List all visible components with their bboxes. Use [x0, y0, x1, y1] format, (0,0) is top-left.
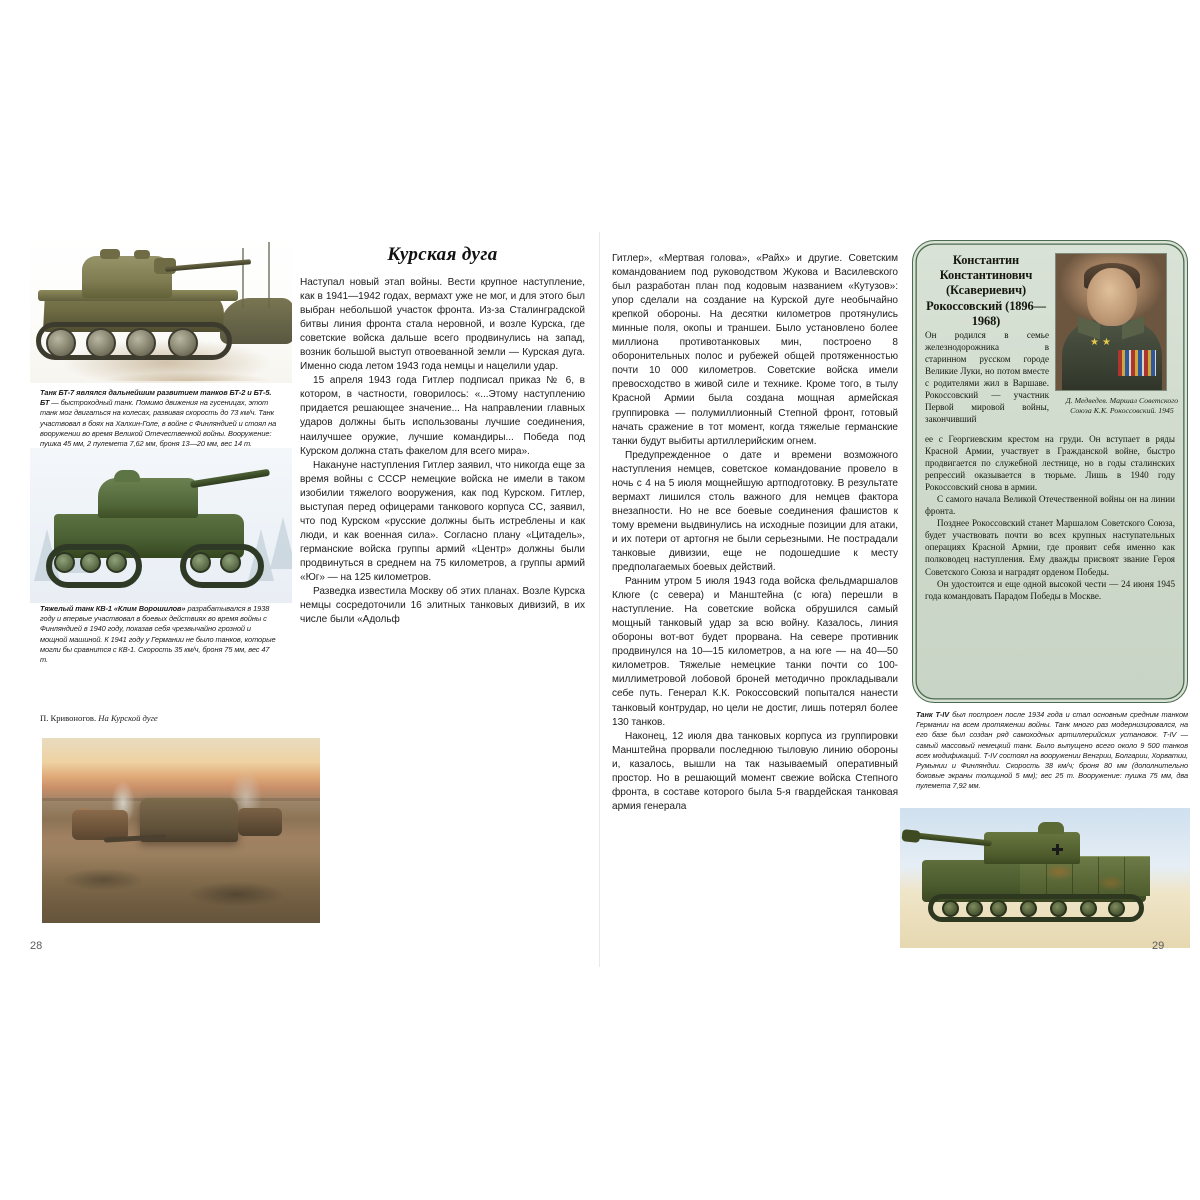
painting-tank-left: [72, 810, 128, 840]
painting-author: П. Кривоногов.: [40, 713, 99, 723]
portrait-face: [1087, 268, 1137, 326]
paragraph: Он удостоится и еще одной высокой чести — 24 июня 1945 года командовать Парадом Победы в Москве.: [925, 578, 1175, 601]
paragraph: Наконец, 12 июля два танковых корпуса из группировки Манштейна прорвали последнюю тыловую линию обороны и, казалось, вышли на так называемый оперативный простор. Но в решающий момент свежие войска Степного фронта, в составе которого была 5-я гвардейская танковая армия генерала: [612, 730, 898, 812]
sidebar-title: Константин Константинович (Ксавериевич) Рокоссовский (1896—1968): [926, 253, 1046, 328]
tank-road-wheel-shape: [190, 552, 211, 573]
kv-1-caption-bold: Тяжелый танк КВ-1 «Клим Ворошилов»: [40, 604, 186, 613]
tank-cupola-shape: [1038, 822, 1064, 834]
panzer-iv-caption: [916, 710, 1188, 792]
sidebar-body-text: [925, 433, 1175, 602]
panzer-iv-caption-rest: был построен после 1934 года и стал основным средним танком Германии на всем протяжении войны. Танк много раз модернизировался, на его базе был создан ряд самоходных артиллерийских установок. Т-IV — самый массовый немецкий танк. Было выпущено всего около 9 500 танков всех модификаций. Т-IV состоял на вооружении Венгрии, Болгарии, Хорватии, Румынии и Финляндии. Скорость 38 км/ч; броня 80 мм (дополнительно боковые экраны толщиной 5 мм); вес 25 т. Вооружение: пушка 75 мм, два пулемета 7,92 мм.: [916, 710, 1188, 791]
tank-road-wheel-shape: [106, 552, 127, 573]
tank-cupola-shape: [114, 470, 140, 482]
paragraph: С самого начала Великой Отечественной войны он на линии фронта.: [925, 494, 1175, 517]
tank-gun-barrel-shape: [165, 259, 251, 271]
tank-road-wheel-shape: [126, 328, 156, 358]
tank-hatch-shape: [134, 250, 150, 259]
painting-tank-right: [238, 808, 282, 836]
paragraph: Разведка известила Москву об этих планах. Возле Курска немцы сосредоточили 16 элитных танковых дивизий, в их числе были «Адольф: [300, 586, 585, 626]
bt-7-caption-bold: Танк БТ-7 являлся дальнейшим развитием танков БТ-2 и БТ-5. БТ: [40, 388, 272, 408]
tank-road-wheel-shape: [1108, 900, 1125, 917]
paragraph: Гитлер», «Мертвая голова», «Райх» и другие. Советским командованием под руководством Жукова и Василевского был разработан план под кодовым названием «Кутузов»: упор сделали на создание на Курской дуге необычайно крепкой обороны. На десятки километров протянулись минные поля, окопы и траншеи. Было установлено более миллиона противотанковых мин, построено 8 оборонительных полос и рубежей общей протяженностью почти 10 000 километров. Советские войска имели превосходство в живой силе и технике. Кроме того, в тылу Красной Армии была создана мощная армейская группировка — полумиллионный Степной фронт, готовый начать сражение в тот момент, когда тяжелые германские танки будут выбиты артиллерийским огнем.: [612, 253, 898, 447]
tank-muzzle-brake-shape: [901, 829, 920, 843]
page-number-right: 29: [1152, 940, 1165, 952]
paragraph: ее с Георгиевским крестом на груди. Он вступает в ряды Красной Армии, участвует в Гражданской войне, быстро продвигается по служебной лестнице, но в годы сталинских репрессий оказывается в тюрьме. Лишь в 1940 году Рокоссовский снова в армии.: [925, 434, 1175, 493]
panzer-iv-tank-illustration: [900, 808, 1190, 948]
tank-road-wheel-shape: [86, 328, 116, 358]
paragraph: Позднее Рокоссовский станет Маршалом Советского Союза, будет участвовать почти во всех крупных наступательных операциях Красной Армии, где проявит себя именно как полководец наступления. Ему дважды присвоят звание Героя Советского Союза и наградят орденом Победы.: [925, 518, 1175, 577]
paragraph: Накануне наступления Гитлер заявил, что никогда еще за время войны с СССР немецкие войска не имели в таком изобилии тяжелого вооружения, как под Курском. Гитлер, выступая перед офицерами танкового корпуса СС, заявил, что под Курском «русские должны быть истреблены и как люди, и как военная сила». Согласно плану «Цитадель», германские войска группы армий «Центр» должны были продвинуться в среднем на 75 километров, а группы армий «Юг» — на 125 километров.: [300, 459, 585, 583]
panzer-iv-caption-bold: Танк Т-IV: [916, 710, 950, 719]
bt-7-caption: [40, 388, 278, 449]
article-column-1: [300, 276, 585, 627]
hero-star-icon: ★: [1102, 337, 1111, 348]
kv-1-caption-rest: разрабатывался в 1938 году и впервые участвовал в боевых действиях во время войны с Финляндией в 1940 году, показав себя чрезвычайно грозной и мощной машиной. К 1941 году у Германии не было танков, которые могли бы сравнится с КВ-1. Скорость 35 км/ч, броня 75 мм, вес 47 т.: [40, 604, 276, 665]
paragraph: Предупрежденное о дате и времени возможного наступления немцев, советское командование провело в ночь с 4 на 5 июля мощнейшую артподготовку. В результате вермахт лишился столь важного для немцев фактора внезапности. Но не все боевые соединения фашистов к тому времени выдвинулись на исходные позиции для атаки, и их потери от артогня не были серьезными. Не пострадали танковые дивизии, еще не подошедшие к месту предполагаемых боевых действий.: [612, 449, 898, 574]
tank-road-wheel-shape: [1050, 900, 1067, 917]
tank-road-wheel-shape: [990, 900, 1007, 917]
tank-gun-barrel-shape: [190, 469, 270, 488]
tank-hatch-shape: [100, 249, 120, 259]
painting-credit: [40, 713, 290, 723]
paragraph: Ранним утром 5 июля 1943 года войска фельдмаршалов Клюге (с севера) и Манштейна (с юга) перешли в наступление. На советские войска обрушился самый мощный танковый удар за всю войну. Казалось, линия обороны вот-вот будет прорвана. На севере противник продвинулся на 10—15 километров, а на юге — на 40—50 километров. Тяжелые немецкие танки почти со 100-миллиметровой лобовой броней методично прокладывали себе путь. Генерал К.К. Рокоссовский попытался нанести танковый контрудар, но цели не достиг, лишь потерял более 130 танков.: [612, 576, 898, 728]
tank-road-wheel-shape: [46, 328, 76, 358]
tank-road-wheel-shape: [966, 900, 983, 917]
tank-road-wheel-shape: [80, 552, 101, 573]
tank-road-wheel-shape: [54, 552, 75, 573]
pine-tree-icon: [270, 517, 292, 569]
tank-turret-shape: [98, 478, 198, 518]
painting-title: На Курской дуге: [98, 713, 158, 723]
tank-road-wheel-shape: [942, 900, 959, 917]
hero-star-icon: ★: [1090, 337, 1099, 348]
ground-shading: [30, 361, 292, 381]
tank-road-wheel-shape: [1020, 900, 1037, 917]
painting-foreground: [42, 851, 320, 923]
article-column-2: [612, 252, 898, 814]
tank-turret-shape: [984, 832, 1080, 864]
bt-7-caption-rest: — быстроходный танк. Помимо движения на гусеницах, этот танк мог двигаться на колесах, развивая скорость до 73 км/ч. Танк участвовал в боях на Халхин-Голе, в войне с Финляндией и стоял на вооружении во время Великой Отечественной войны. Вооружение: пушка 45 мм, 2 пулемета 7,62 мм, броня 13—20 мм, вес 14 т.: [40, 398, 277, 449]
portrait-caption: Д. Медведев. Маршал Советского Союза К.К. Рокоссовский. 1945: [1065, 396, 1179, 415]
rokossovsky-portrait: [1055, 253, 1167, 391]
sidebar-lead-text: Он родился в семье железнодорожника в старинном русском городе Великие Луки, но потом вместе с родителями жил в Варшаве. Рокоссовский — участник Первой мировой войны, закончивший: [925, 330, 1049, 425]
paragraph: Наступал новый этап войны. Вести крупное наступление, как в 1941—1942 годах, вермахт уже не мог, и для этого был выбран небольшой участок фронта. Из-за Сталинградской битвы линия фронта стала неровной, и возле Курска, где советские войска дальше всего продвинулись на запад, возник большой выступ отвоеванной земли — Курская дуга. Именно сюда летом 1943 года немцы и нацелили удар.: [300, 277, 585, 373]
paragraph: 15 апреля 1943 года Гитлер подписал приказ № 6, в котором, в частности, говорилось: «...Этому наступлению придается решающее значение... На направлении главных ударов должны быть использованы лучшие соединения, наилучшее оружие, лучшие командиры... Победа под Курском должна стать факелом для всего мира».: [300, 375, 585, 457]
tank-road-wheel-shape: [1080, 900, 1097, 917]
page-number-left: 28: [30, 940, 43, 952]
krivonogov-kursk-battle-painting: [42, 738, 320, 923]
kv-1-tank-illustration: [30, 448, 292, 603]
kv-1-caption: [40, 604, 278, 665]
page-title: Курская дуга: [387, 244, 498, 265]
tank-road-wheel-shape: [220, 552, 241, 573]
portrait-medal-ribbons: [1118, 350, 1156, 376]
rokossovsky-biography-box: [912, 240, 1188, 703]
tank-road-wheel-shape: [168, 328, 198, 358]
bt-7-tank-illustration: [30, 238, 292, 383]
balkenkreuz-icon: [1052, 844, 1063, 855]
